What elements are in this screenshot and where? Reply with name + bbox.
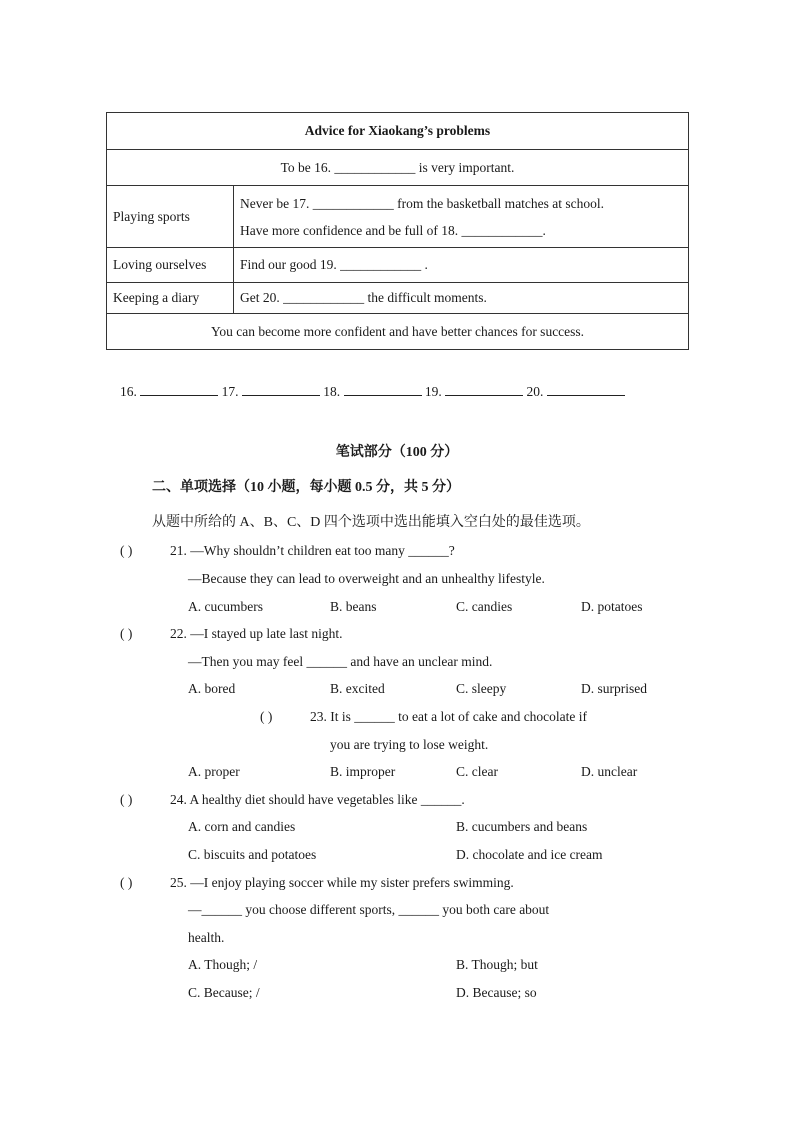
section-heading: 二、单项选择（10 小题，每小题 0.5 分，共 5 分） xyxy=(152,480,460,495)
section-title: 笔试部分（100 分） xyxy=(335,445,459,460)
option-22-a[interactable]: A. bored xyxy=(188,681,236,696)
answer-paren-25[interactable]: ( ) xyxy=(120,875,133,890)
answer-label: 17. xyxy=(221,384,239,399)
option-22-d[interactable]: D. surprised xyxy=(581,681,647,696)
option-21-b[interactable]: B. beans xyxy=(330,599,377,614)
option-24-a[interactable]: A. corn and candies xyxy=(188,819,296,834)
answer-paren-23[interactable]: ( ) xyxy=(260,709,273,724)
row-label-loving-ourselves: Loving ourselves xyxy=(107,248,234,283)
option-25-a[interactable]: A. Though; / xyxy=(188,957,258,972)
answer-paren-24[interactable]: ( ) xyxy=(120,792,133,807)
row-content-playing-sports xyxy=(234,186,689,248)
answer-blank-20[interactable] xyxy=(547,382,625,396)
question-reply-25-cont: health. xyxy=(188,930,225,945)
option-25-c[interactable]: C. Because; / xyxy=(188,985,260,1000)
answer-paren-21[interactable]: ( ) xyxy=(120,543,133,558)
question-stem-21: 21. —Why shouldn’t children eat too many ______? xyxy=(170,543,455,558)
table-title: Advice for Xiaokang’s problems xyxy=(107,113,689,150)
table-intro: To be 16. ____________ is very important. xyxy=(107,150,689,186)
option-23-d[interactable]: D. unclear xyxy=(581,764,638,779)
row-content-loving-ourselves: Find our good 19. ____________ . xyxy=(234,248,689,283)
row-label-keeping-diary: Keeping a diary xyxy=(107,283,234,314)
table-conclusion: You can become more confident and have better chances for success. xyxy=(107,314,689,350)
option-24-c[interactable]: C. biscuits and potatoes xyxy=(188,847,317,862)
answer-blank-18[interactable] xyxy=(344,382,422,396)
option-22-b[interactable]: B. excited xyxy=(330,681,385,696)
row-line: Never be 17. ____________ from the basketball matches at school. xyxy=(240,195,605,211)
answer-label: 16. xyxy=(120,384,137,399)
question-stem-23-cont: you are trying to lose weight. xyxy=(330,737,489,752)
option-21-c[interactable]: C. candies xyxy=(456,599,513,614)
option-25-d[interactable]: D. Because; so xyxy=(456,985,537,1000)
answer-label: 20. xyxy=(526,384,544,399)
answer-paren-22[interactable]: ( ) xyxy=(120,626,133,641)
advice-table xyxy=(106,112,689,350)
option-23-a[interactable]: A. proper xyxy=(188,764,240,779)
instruction: 从题中所给的 A、B、C、D 四个选项中选出能填入空白处的最佳选项。 xyxy=(152,515,590,530)
answer-blanks xyxy=(120,382,625,400)
question-stem-22: 22. —I stayed up late last night. xyxy=(170,626,343,641)
question-stem-23: 23. It is ______ to eat a lot of cake and chocolate if xyxy=(310,709,588,724)
option-23-b[interactable]: B. improper xyxy=(330,764,396,779)
option-22-c[interactable]: C. sleepy xyxy=(456,681,507,696)
row-label-playing-sports: Playing sports xyxy=(107,186,234,248)
option-21-a[interactable]: A. cucumbers xyxy=(188,599,263,614)
answer-blank-17[interactable] xyxy=(242,382,320,396)
answer-blank-16[interactable] xyxy=(140,382,218,396)
question-stem-24: 24. A healthy diet should have vegetables like ______. xyxy=(170,792,465,807)
option-24-d[interactable]: D. chocolate and ice cream xyxy=(456,847,603,862)
row-content-keeping-diary: Get 20. ____________ the difficult moments. xyxy=(234,283,689,314)
question-reply-22: —Then you may feel ______ and have an unclear mind. xyxy=(188,654,493,669)
option-21-d[interactable]: D. potatoes xyxy=(581,599,643,614)
answer-label: 18. xyxy=(323,384,341,399)
answer-blank-19[interactable] xyxy=(445,382,523,396)
question-reply-25: —______ you choose different sports, ______ you both care about xyxy=(188,902,550,917)
option-25-b[interactable]: B. Though; but xyxy=(456,957,538,972)
question-reply-21: —Because they can lead to overweight and an unhealthy lifestyle. xyxy=(188,571,545,586)
answer-label: 19. xyxy=(424,384,442,399)
option-24-b[interactable]: B. cucumbers and beans xyxy=(456,819,588,834)
row-line: Have more confidence and be full of 18. ____________. xyxy=(240,222,546,238)
option-23-c[interactable]: C. clear xyxy=(456,764,498,779)
question-stem-25: 25. —I enjoy playing soccer while my sister prefers swimming. xyxy=(170,875,514,890)
